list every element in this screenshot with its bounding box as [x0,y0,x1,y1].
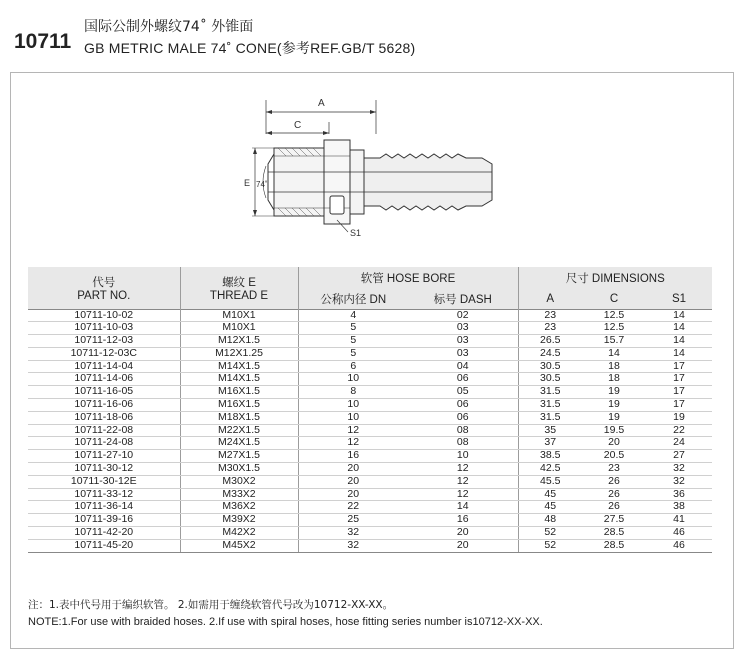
table-cell: M12X1.25 [180,347,298,360]
table-row [28,360,712,373]
dim-label-s1: S1 [350,228,362,238]
header-title-cn: 国际公制外螺纹74˚ 外锥面 [84,19,254,35]
table-cell: 19 [646,411,712,424]
table-cell: 03 [408,347,518,360]
table-cell: M30X2 [180,475,298,488]
table-cell: 27 [646,450,712,463]
table-cell: 20 [582,437,646,450]
table-cell: 38 [646,501,712,514]
note-en: NOTE:1.For use with braided hoses. 2.If use with spiral hoses, hose fitting series number is10712-XX-XX. [28,616,543,628]
table-cell: M27X1.5 [180,450,298,463]
table-cell: 23 [582,463,646,476]
table-cell: 10 [298,373,408,386]
table-cell: 10711-30-12 [28,463,180,476]
table-row [28,424,712,437]
table-cell: 24 [646,437,712,450]
table-cell: 15.7 [582,335,646,348]
table-cell: 19 [582,386,646,399]
table-cell: 10711-24-08 [28,437,180,450]
table-cell: 08 [408,424,518,437]
table-cell: 14 [646,309,712,322]
table-cell: 24.5 [518,347,582,360]
table-cell: 10711-12-03 [28,335,180,348]
table-cell: 17 [646,399,712,412]
col-header-c: C [582,289,646,309]
spec-table [28,267,712,553]
table-cell: 12 [298,424,408,437]
table-cell: 6 [298,360,408,373]
col-header-part-cn: 代号 [92,276,116,289]
dim-label-angle: 74˚ [256,180,268,189]
table-cell: 42.5 [518,463,582,476]
table-cell: M42X2 [180,527,298,540]
table-cell: 04 [408,360,518,373]
table-cell: M10X1 [180,309,298,322]
table-cell: 20 [298,488,408,501]
table-row [28,386,712,399]
table-cell: 41 [646,514,712,527]
table-cell: 23 [518,322,582,335]
table-cell: 32 [646,475,712,488]
table-cell: 03 [408,335,518,348]
table-cell: 20 [298,475,408,488]
table-cell: 46 [646,539,712,552]
table-cell: 19 [582,411,646,424]
col-header-hose-bore: 软管 HOSE BORE [298,267,518,289]
table-cell: 18 [582,373,646,386]
table-cell: 20 [408,527,518,540]
table-cell: 12 [408,475,518,488]
table-cell: M36X2 [180,501,298,514]
table-cell: 14 [646,347,712,360]
table-cell: 12 [408,488,518,501]
table-cell: 48 [518,514,582,527]
table-cell: 10 [298,411,408,424]
table-cell: 28.5 [582,539,646,552]
table-cell: 37 [518,437,582,450]
table-cell: 10711-22-08 [28,424,180,437]
table-cell: 14 [408,501,518,514]
table-cell: 28.5 [582,527,646,540]
table-cell: 10711-36-14 [28,501,180,514]
table-cell: 32 [298,539,408,552]
table-cell: 8 [298,386,408,399]
table-cell: 10711-12-03C [28,347,180,360]
table-row [28,437,712,450]
col-header-dash: 标号 DASH [408,289,518,309]
table-row [28,501,712,514]
table-cell: 10 [298,399,408,412]
table-row [28,399,712,412]
table-cell: 12.5 [582,309,646,322]
table-row [28,475,712,488]
table-cell: 08 [408,437,518,450]
table-cell: 14 [582,347,646,360]
table-row [28,335,712,348]
table-cell: M39X2 [180,514,298,527]
col-header-dimensions: 尺寸 DIMENSIONS [518,267,712,289]
table-cell: M18X1.5 [180,411,298,424]
table-cell: 10711-18-06 [28,411,180,424]
table-cell: 02 [408,309,518,322]
dim-label-c: C [294,120,302,131]
table-cell: 17 [646,386,712,399]
table-cell: 23 [518,309,582,322]
table-cell: 5 [298,335,408,348]
table-row [28,411,712,424]
table-row [28,539,712,552]
table-cell: 10711-14-06 [28,373,180,386]
table-cell: 10711-16-05 [28,386,180,399]
table-cell: 30.5 [518,360,582,373]
table-cell: M33X2 [180,488,298,501]
table-cell: 32 [298,527,408,540]
col-header-thread [180,267,298,309]
table-cell: 5 [298,347,408,360]
dim-label-e: E [244,178,251,188]
table-cell: 27.5 [582,514,646,527]
table-cell: 26 [582,475,646,488]
col-header-thread-cn: 螺纹 E [222,276,256,289]
table-row [28,347,712,360]
table-cell: 06 [408,399,518,412]
table-cell: M22X1.5 [180,424,298,437]
col-header-part-en: PART NO. [77,289,131,302]
table-cell: 20 [298,463,408,476]
table-cell: 10711-42-20 [28,527,180,540]
table-cell: 45 [518,501,582,514]
table-cell: 10711-16-06 [28,399,180,412]
table-cell: 06 [408,411,518,424]
table-cell: 35 [518,424,582,437]
table-cell: 10711-30-12E [28,475,180,488]
col-header-dn: 公称内径 DN [298,289,408,309]
table-cell: 10711-14-04 [28,360,180,373]
table-cell: M16X1.5 [180,386,298,399]
table-cell: 52 [518,539,582,552]
table-cell: 10711-10-02 [28,309,180,322]
table-cell: 4 [298,309,408,322]
table-cell: 10711-45-20 [28,539,180,552]
spec-table-body [28,309,712,552]
table-cell: 20.5 [582,450,646,463]
table-cell: 03 [408,322,518,335]
table-cell: 18 [582,360,646,373]
table-cell: 17 [646,360,712,373]
table-cell: 45.5 [518,475,582,488]
table-cell: 05 [408,386,518,399]
table-cell: 16 [298,450,408,463]
notes [28,597,543,631]
table-cell: 12 [298,437,408,450]
table-cell: 31.5 [518,411,582,424]
table-cell: M12X1.5 [180,335,298,348]
table-cell: 31.5 [518,386,582,399]
table-cell: 14 [646,335,712,348]
table-row [28,309,712,322]
table-cell: 31.5 [518,399,582,412]
col-header-a: A [518,289,582,309]
table-cell: 5 [298,322,408,335]
table-cell: M10X1 [180,322,298,335]
table-cell: 20 [408,539,518,552]
table-cell: M24X1.5 [180,437,298,450]
table-row [28,488,712,501]
table-cell: 12 [408,463,518,476]
table-cell: 22 [298,501,408,514]
table-cell: 52 [518,527,582,540]
table-cell: 10711-27-10 [28,450,180,463]
table-cell: M14X1.5 [180,360,298,373]
table-cell: 06 [408,373,518,386]
header-title-en: GB METRIC MALE 74˚ CONE(参考REF.GB/T 5628) [84,40,416,56]
table-cell: M14X1.5 [180,373,298,386]
col-header-s1: S1 [646,289,712,309]
table-cell: 26.5 [518,335,582,348]
table-row [28,373,712,386]
table-cell: M16X1.5 [180,399,298,412]
table-row [28,463,712,476]
table-cell: 10 [408,450,518,463]
table-cell: M30X1.5 [180,463,298,476]
table-cell: M45X2 [180,539,298,552]
table-cell: 36 [646,488,712,501]
table-cell: 30.5 [518,373,582,386]
table-cell: 16 [408,514,518,527]
table-cell: 19.5 [582,424,646,437]
note-cn: 注：1.表中代号用于编织软管。 2.如需用于缠绕软管代号改为10712-XX-XX。 [28,599,394,611]
header-code: 10711 [14,30,72,53]
table-cell: 46 [646,527,712,540]
table-cell: 17 [646,373,712,386]
table-cell: 10711-10-03 [28,322,180,335]
table-cell: 14 [646,322,712,335]
table-cell: 10711-39-16 [28,514,180,527]
col-header-part [28,267,180,309]
table-cell: 25 [298,514,408,527]
table-cell: 19 [582,399,646,412]
col-header-thread-en: THREAD E [209,289,269,302]
table-row [28,450,712,463]
dim-label-a: A [318,98,325,109]
table-cell: 38.5 [518,450,582,463]
table-cell: 10711-33-12 [28,488,180,501]
table-cell: 26 [582,501,646,514]
fitting-drawing [230,92,510,242]
table-cell: 26 [582,488,646,501]
table-row [28,527,712,540]
table-cell: 45 [518,488,582,501]
table-cell: 22 [646,424,712,437]
table-row [28,322,712,335]
table-cell: 32 [646,463,712,476]
table-row [28,514,712,527]
table-cell: 12.5 [582,322,646,335]
